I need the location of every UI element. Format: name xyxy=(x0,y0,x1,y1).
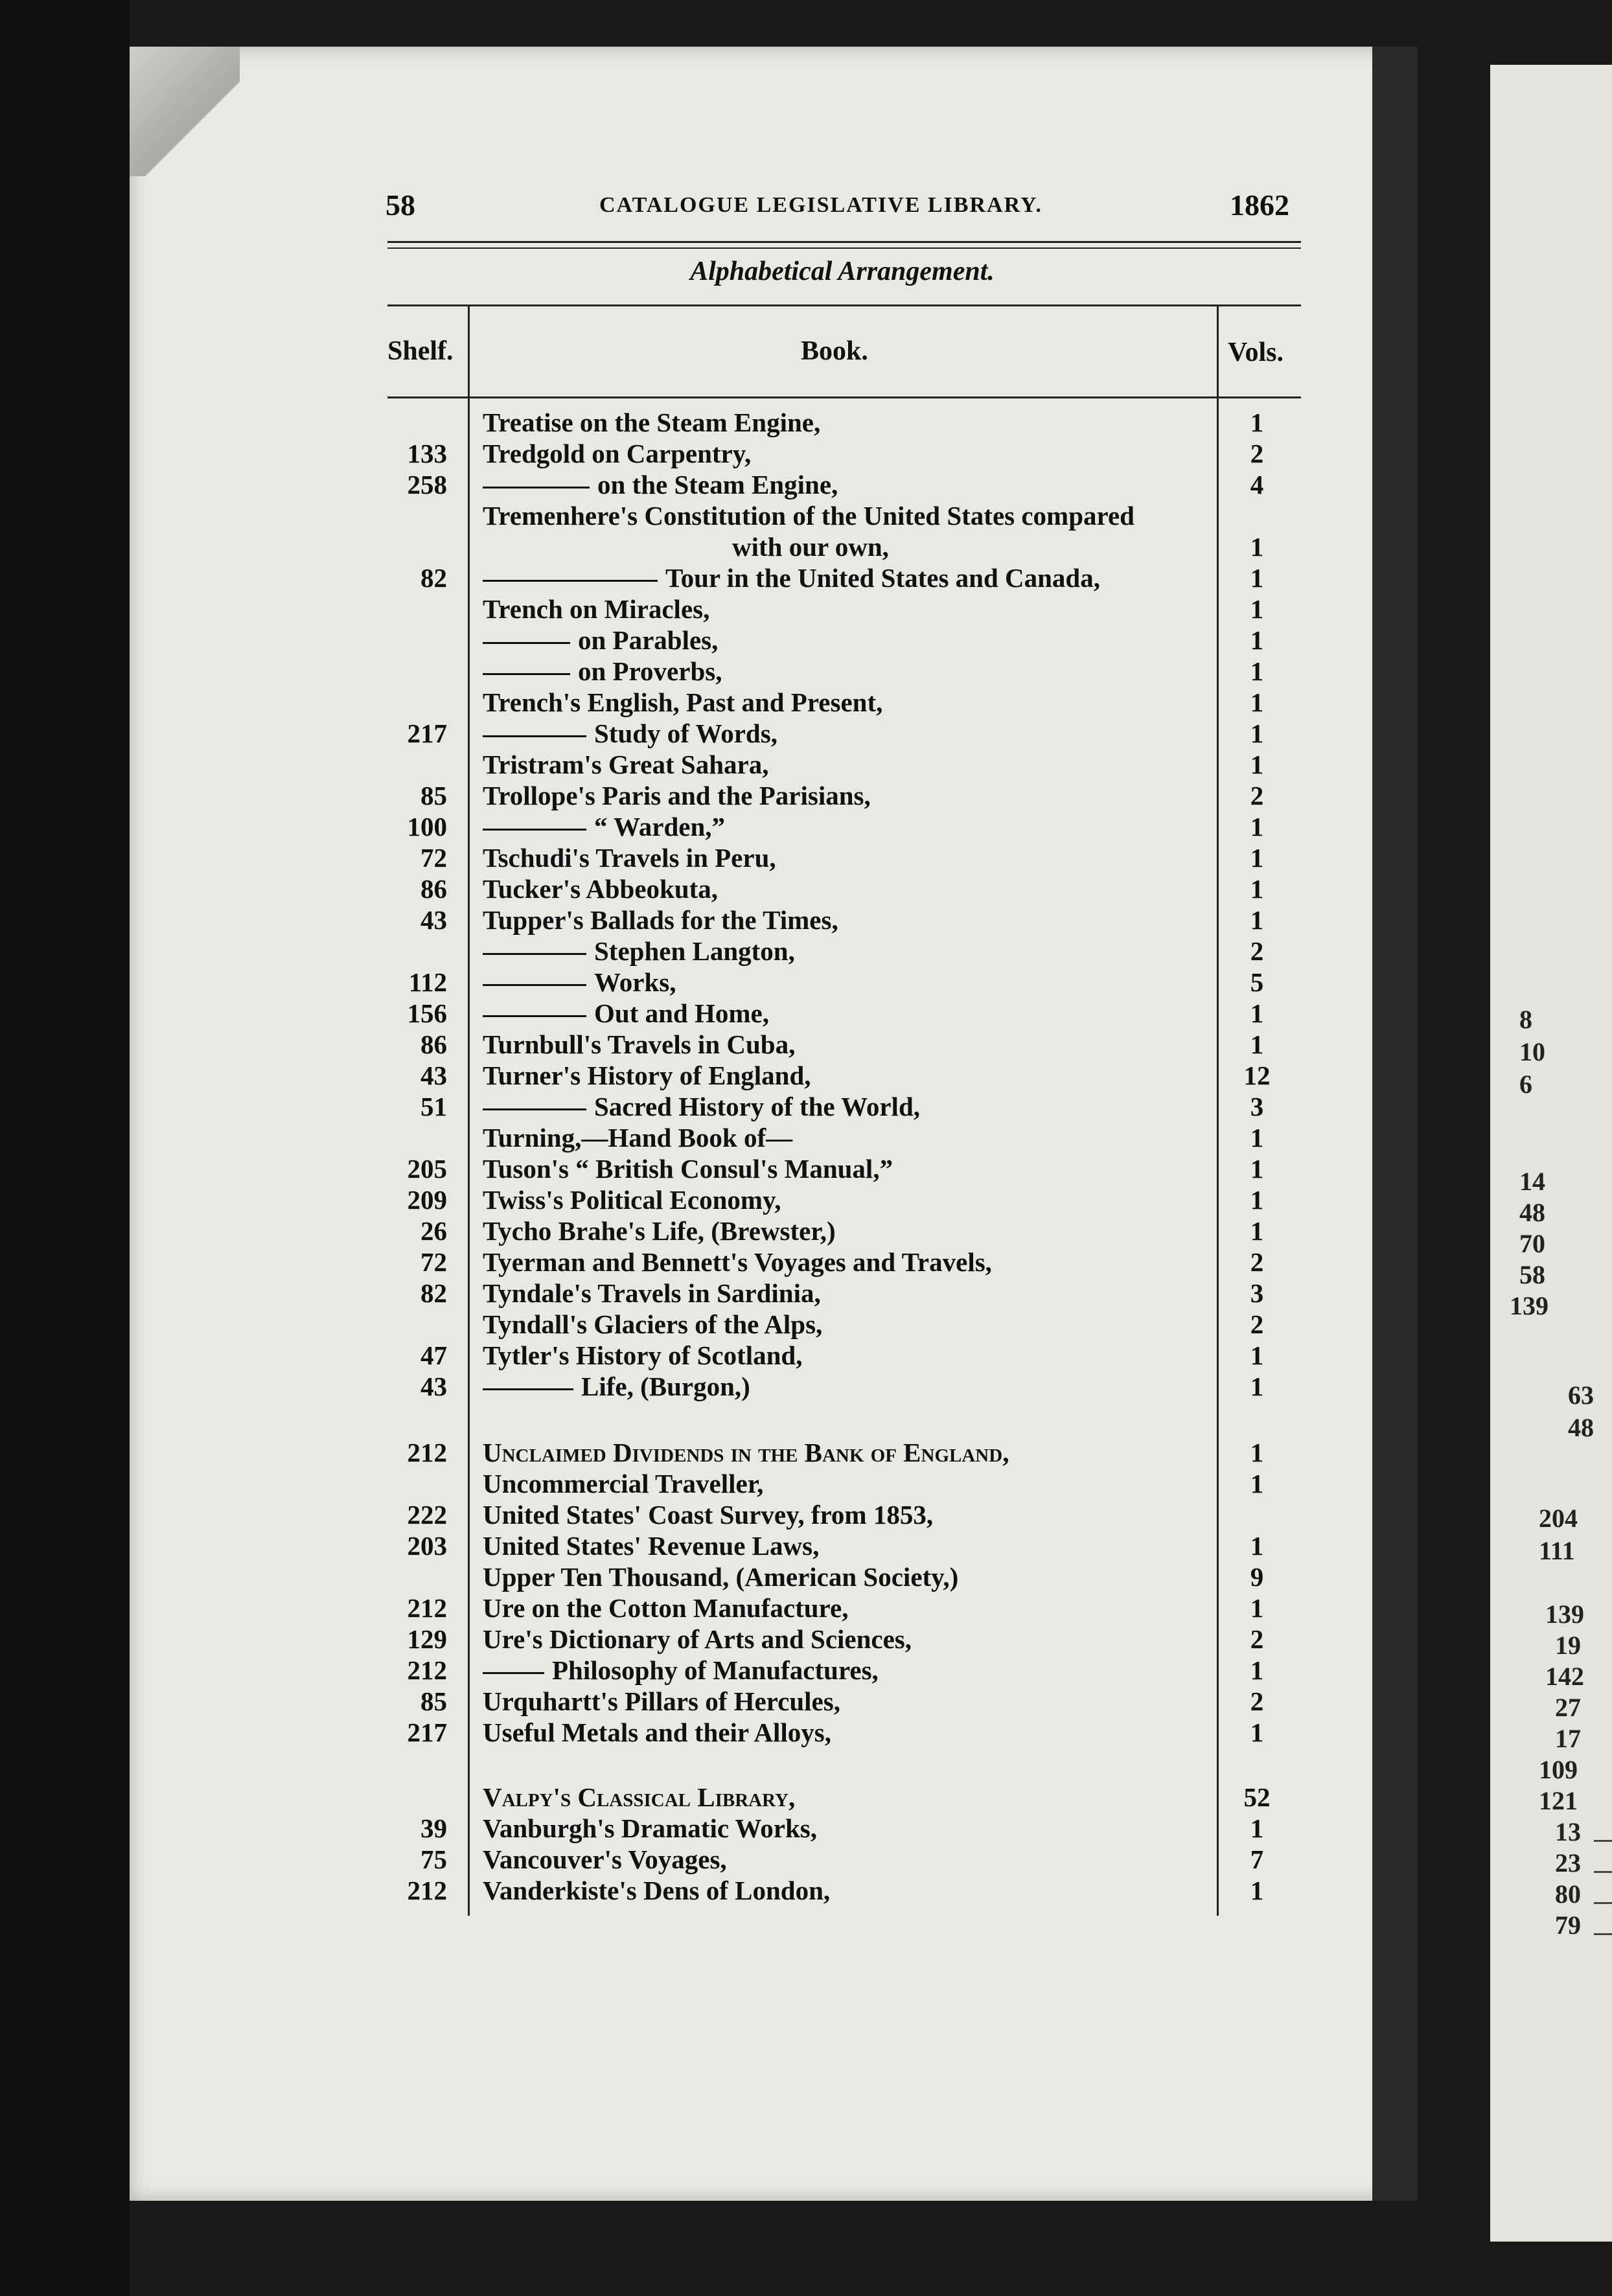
list-item: Tyndall's Glaciers of the Alps, 2 xyxy=(483,1309,1264,1339)
list-item: 203 United States' Revenue Laws, 1 xyxy=(407,1531,1264,1561)
list-item: with our own, 1 xyxy=(732,532,1264,562)
list-item: 205 Tuson's “ British Consul's Manual,” 1 xyxy=(407,1154,1264,1184)
adjacent-page-number: 19 xyxy=(1555,1631,1581,1660)
adjacent-page-number: 111 xyxy=(1539,1536,1575,1565)
column-header-book: Book. xyxy=(801,336,868,366)
list-item: 72 Tschudi's Travels in Peru, 1 xyxy=(420,843,1264,873)
list-item: 43 Turner's History of England, 12 xyxy=(420,1061,1271,1090)
catalogue-year: 1862 xyxy=(1230,189,1289,222)
adjacent-page-number: 80 xyxy=(1555,1879,1581,1909)
list-item: 212 Philosophy of Manufactures, 1 xyxy=(407,1655,1264,1685)
adjacent-page-number: 6 xyxy=(1519,1070,1532,1099)
adjacent-page-number: 139 xyxy=(1510,1291,1549,1320)
list-item: 51 Sacred History of the World, 3 xyxy=(420,1092,1264,1121)
header-rule-thin xyxy=(387,247,1301,249)
list-item: 156 Out and Home, 1 xyxy=(407,998,1264,1028)
list-item: 100 “ Warden,” 1 xyxy=(407,812,1264,842)
adjacent-page-number: 58 xyxy=(1519,1260,1545,1289)
adjacent-page-number: 10 xyxy=(1519,1037,1545,1066)
list-item: Uncommercial Traveller, 1 xyxy=(483,1469,1264,1498)
adjacent-page-dash xyxy=(1594,1933,1612,1935)
list-item: Trench on Miracles, 1 xyxy=(483,594,1264,624)
list-item: 212 Unclaimed Dividends in the Bank of England, 1 xyxy=(407,1438,1264,1467)
adjacent-page-number: 8 xyxy=(1519,1005,1532,1034)
list-item: 217 Useful Metals and their Alloys, 1 xyxy=(407,1717,1264,1747)
list-item: 222 United States' Coast Survey, from 1853, xyxy=(407,1500,934,1530)
list-item: Upper Ten Thousand, (American Society,) 9 xyxy=(483,1562,1264,1592)
list-item: 85 Urquhartt's Pillars of Hercules, 2 xyxy=(420,1686,1264,1716)
list-item: 129 Ure's Dictionary of Arts and Sciences, 2 xyxy=(407,1624,1264,1654)
list-item: 47 Tytler's History of Scotland, 1 xyxy=(420,1340,1264,1370)
adjacent-page-dash xyxy=(1594,1902,1612,1904)
adjacent-page-number: 204 xyxy=(1539,1504,1578,1533)
adjacent-page-number: 14 xyxy=(1519,1167,1545,1196)
adjacent-page-number: 48 xyxy=(1568,1413,1594,1442)
list-item: Stephen Langton, 2 xyxy=(0,936,1612,967)
list-item: 85 Trollope's Paris and the Parisians, 2 xyxy=(420,781,1264,810)
list-item: 86 Tucker's Abbeokuta, 1 xyxy=(420,874,1264,904)
list-item: 82 Tour in the United States and Canada, 1 xyxy=(420,563,1264,593)
table-top-rule xyxy=(387,304,1301,306)
adjacent-page-number: 139 xyxy=(1545,1600,1584,1629)
list-item: on Parables, 1 xyxy=(0,625,1612,656)
list-item: 212 Vanderkiste's Dens of London, 1 xyxy=(407,1876,1264,1905)
list-item: 43 Life, (Burgon,) 1 xyxy=(420,1372,1264,1401)
adjacent-page-number: 142 xyxy=(1545,1662,1584,1691)
list-item: Tremenhere's Constitution of the United States compared xyxy=(483,501,1134,531)
column-header-shelf: Shelf. xyxy=(387,336,454,366)
adjacent-page-number: 13 xyxy=(1555,1817,1581,1846)
list-item: 26 Tycho Brahe's Life, (Brewster,) 1 xyxy=(420,1216,1264,1246)
adjacent-page-number: 70 xyxy=(1519,1229,1545,1258)
adjacent-page-number: 27 xyxy=(1555,1693,1581,1722)
list-item: 258 on the Steam Engine, 4 xyxy=(407,470,1264,499)
adjacent-page-number: 17 xyxy=(1555,1724,1581,1753)
list-item: Turning,—Hand Book of— 1 xyxy=(483,1123,1264,1153)
list-item: 209 Twiss's Political Economy, 1 xyxy=(407,1185,1264,1215)
adjacent-page-number: 23 xyxy=(1555,1848,1581,1877)
list-item: 133 Tredgold on Carpentry, 2 xyxy=(407,439,1264,468)
adjacent-page-number: 121 xyxy=(1539,1786,1578,1815)
adjacent-page-number: 48 xyxy=(1519,1198,1545,1227)
column-header-vols: Vols. xyxy=(1228,338,1284,367)
table-header-rule xyxy=(387,396,1301,398)
list-item: Treatise on the Steam Engine, 1 xyxy=(483,408,1264,437)
list-item: 212 Ure on the Cotton Manufacture, 1 xyxy=(407,1593,1264,1623)
list-item: 43 Tupper's Ballads for the Times, 1 xyxy=(420,905,1264,935)
running-title: CATALOGUE LEGISLATIVE LIBRARY. xyxy=(599,193,1042,217)
list-item: 217 Study of Words, 1 xyxy=(407,718,1264,748)
adjacent-page-dash xyxy=(1594,1840,1612,1842)
list-item: 72 Tyerman and Bennett's Voyages and Travels, 2 xyxy=(420,1247,1264,1277)
list-item: Valpy's Classical Library, 52 xyxy=(483,1782,1271,1812)
list-item: 39 Vanburgh's Dramatic Works, 1 xyxy=(420,1813,1264,1843)
adjacent-page-number: 109 xyxy=(1539,1755,1578,1784)
list-item: 82 Tyndale's Travels in Sardinia, 3 xyxy=(420,1278,1264,1308)
adjacent-page-number: 63 xyxy=(1568,1381,1594,1410)
page-number: 58 xyxy=(386,189,415,222)
list-item: on Proverbs, 1 xyxy=(0,656,1612,687)
list-item: Tristram's Great Sahara, 1 xyxy=(483,750,1264,779)
list-item: 86 Turnbull's Travels in Cuba, 1 xyxy=(420,1029,1264,1059)
section-subtitle: Alphabetical Arrangement. xyxy=(690,257,995,286)
adjacent-page-dash xyxy=(1594,1871,1612,1873)
list-item: Trench's English, Past and Present, 1 xyxy=(483,687,1264,717)
page-corner-fold xyxy=(130,47,240,176)
list-item: 75 Vancouver's Voyages, 7 xyxy=(420,1844,1264,1874)
list-item: 112 Works, 5 xyxy=(408,967,1264,997)
adjacent-page-number: 79 xyxy=(1555,1911,1581,1940)
header-rule xyxy=(387,241,1301,243)
